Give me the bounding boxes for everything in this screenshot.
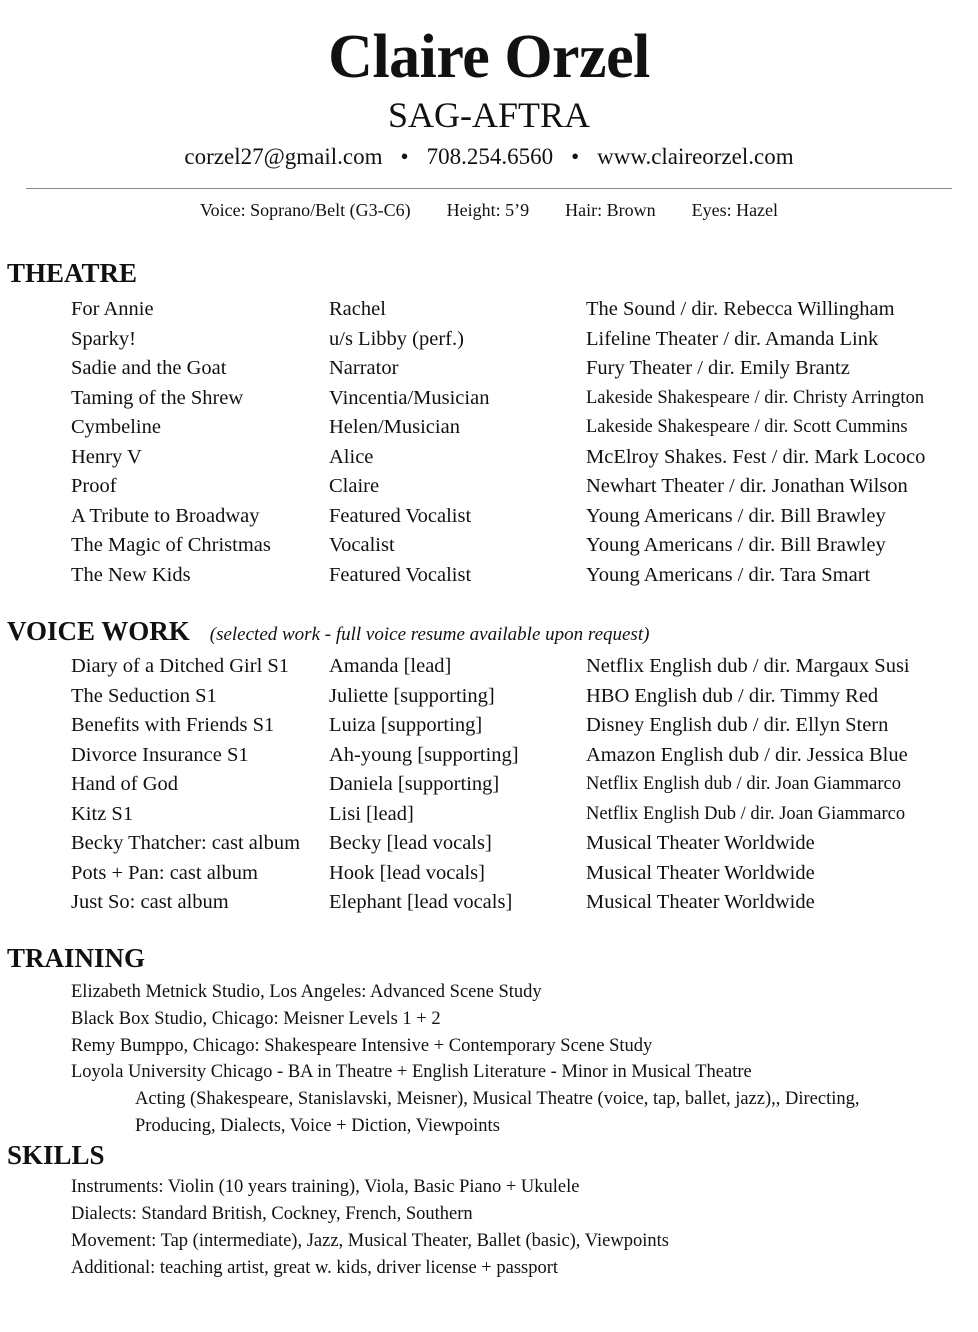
credit-role: Helen/Musician	[329, 416, 460, 438]
voice-work-note: (selected work - full voice resume available upon request)	[209, 624, 650, 645]
credit-role: Luiza [supporting]	[329, 714, 483, 736]
credit-title: Hand of God	[71, 773, 179, 795]
credit-title: The New Kids	[71, 563, 191, 586]
credit-company: Newhart Theater / dir. Jonathan Wilson	[586, 475, 908, 497]
credit-company: Netflix English dub / dir. Margaux Susi	[586, 655, 910, 677]
voice-stat: Voice: Soprano/Belt (G3-C6)	[199, 200, 411, 220]
eyes-stat: Eyes: Hazel	[691, 200, 779, 220]
credit-company: Netflix English dub / dir. Joan Giammarco	[586, 774, 901, 794]
email[interactable]: corzel27@gmail.com	[184, 144, 383, 169]
section-heading-training: TRAINING	[7, 943, 146, 973]
training-detail: Producing, Dialects, Voice + Diction, Viewpoints	[135, 1115, 500, 1136]
credit-role: Juliette [supporting]	[329, 684, 495, 707]
website-link[interactable]: www.claireorzel.com	[597, 144, 794, 169]
hair-stat: Hair: Brown	[565, 200, 656, 220]
credit-title: Diary of a Ditched Girl S1	[71, 655, 290, 677]
credit-company: Lifeline Theater / dir. Amanda Link	[586, 327, 879, 350]
voice-work-title: VOICE WORK	[7, 616, 190, 646]
training-item: Black Box Studio, Chicago: Meisner Levels 1 + 2	[71, 1008, 441, 1029]
credit-role: Rachel	[329, 298, 386, 320]
credit-title: Taming of the Shrew	[71, 386, 244, 409]
credit-company: Lakeside Shakespeare / dir. Christy Arrington	[586, 387, 925, 408]
credit-title: Henry V	[71, 445, 142, 468]
training-item: Elizabeth Metnick Studio, Los Angeles: Advanced Scene Study	[71, 982, 542, 1002]
credit-title: A Tribute to Broadway	[71, 504, 260, 527]
credit-role: Narrator	[329, 357, 399, 379]
credit-company: Young Americans / dir. Bill Brawley	[586, 504, 886, 527]
credit-company: McElroy Shakes. Fest / dir. Mark Lococo	[586, 445, 926, 468]
credit-company: Amazon English dub / dir. Jessica Blue	[586, 743, 908, 766]
credit-role: Claire	[329, 475, 380, 497]
credit-company: Young Americans / dir. Bill Brawley	[586, 534, 886, 556]
credit-company: Musical Theater Worldwide	[586, 891, 815, 913]
credit-company: Fury Theater / dir. Emily Brantz	[586, 357, 850, 379]
credit-title: Just So: cast album	[71, 891, 229, 913]
credit-title: Sadie and the Goat	[71, 357, 227, 379]
credit-role: Lisi [lead]	[329, 802, 414, 825]
credit-role: Featured Vocalist	[329, 563, 472, 586]
bullet-separator: •	[571, 144, 580, 169]
credit-role: Elephant [lead vocals]	[329, 891, 513, 913]
credit-role: Hook [lead vocals]	[329, 861, 485, 884]
credit-company: Netflix English Dub / dir. Joan Giammarco	[586, 803, 906, 824]
credit-title: Kitz S1	[71, 802, 134, 825]
credit-title: Divorce Insurance S1	[71, 743, 249, 766]
header-divider	[26, 188, 952, 189]
credit-role: Vocalist	[329, 534, 395, 556]
skill-item: Instruments: Violin (10 years training), Viola, Basic Piano + Ukulele	[71, 1177, 580, 1197]
section-heading-voice-work	[7, 616, 649, 647]
training-item: Remy Bumppo, Chicago: Shakespeare Intensive + Contemporary Scene Study	[71, 1035, 653, 1056]
credit-role: Alice	[329, 445, 374, 468]
credit-title: The Seduction S1	[71, 684, 217, 707]
credit-company: Musical Theater Worldwide	[586, 832, 815, 854]
physical-stats	[0, 200, 978, 221]
skill-item: Movement: Tap (intermediate), Jazz, Musical Theater, Ballet (basic), Viewpoints	[71, 1231, 669, 1251]
credit-company: The Sound / dir. Rebecca Willingham	[586, 298, 895, 320]
credit-title: For Annie	[71, 298, 154, 320]
credit-role: Featured Vocalist	[329, 504, 472, 527]
credit-title: Proof	[71, 475, 117, 497]
training-item: Loyola University Chicago - BA in Theatre + English Literature - Minor in Musical Theatre	[71, 1062, 752, 1083]
credit-company: Young Americans / dir. Tara Smart	[586, 563, 871, 586]
credit-title: Pots + Pan: cast album	[71, 861, 258, 884]
training-detail: Acting (Shakespeare, Stanislavski, Meisner), Musical Theatre (voice, tap, ballet, jazz),, Directing,	[135, 1089, 860, 1109]
phone[interactable]: 708.254.6560	[426, 144, 554, 169]
skill-item: Additional: teaching artist, great w. kids, driver license + passport	[71, 1258, 559, 1278]
credit-title: Becky Thatcher: cast album	[71, 832, 301, 854]
credit-company: HBO English dub / dir. Timmy Red	[586, 684, 879, 707]
credit-role: Daniela [supporting]	[329, 773, 500, 795]
credit-role: u/s Libby (perf.)	[329, 327, 464, 350]
credit-role: Amanda [lead]	[329, 655, 452, 677]
credit-company: Musical Theater Worldwide	[586, 861, 815, 884]
credit-title: Benefits with Friends S1	[71, 714, 275, 736]
credit-role: Ah-young [supporting]	[329, 743, 519, 766]
credit-title: Cymbeline	[71, 416, 161, 438]
credit-company: Lakeside Shakespeare / dir. Scott Cummins	[586, 417, 908, 437]
height-stat: Height: 5’9	[446, 200, 530, 220]
skill-item: Dialects: Standard British, Cockney, French, Southern	[71, 1204, 473, 1224]
union-affiliation: SAG-AFTRA	[387, 95, 591, 135]
credit-title: The Magic of Christmas	[71, 534, 271, 556]
actor-name: Claire Orzel	[328, 23, 650, 91]
credit-role: Becky [lead vocals]	[329, 832, 492, 854]
section-heading-theatre: THEATRE	[7, 258, 138, 288]
credit-title: Sparky!	[71, 327, 136, 350]
credit-company: Disney English dub / dir. Ellyn Stern	[586, 714, 889, 736]
section-heading-skills: SKILLS	[7, 1140, 105, 1170]
bullet-separator: •	[400, 144, 409, 169]
credit-role: Vincentia/Musician	[329, 386, 490, 409]
contact-line	[0, 144, 978, 170]
